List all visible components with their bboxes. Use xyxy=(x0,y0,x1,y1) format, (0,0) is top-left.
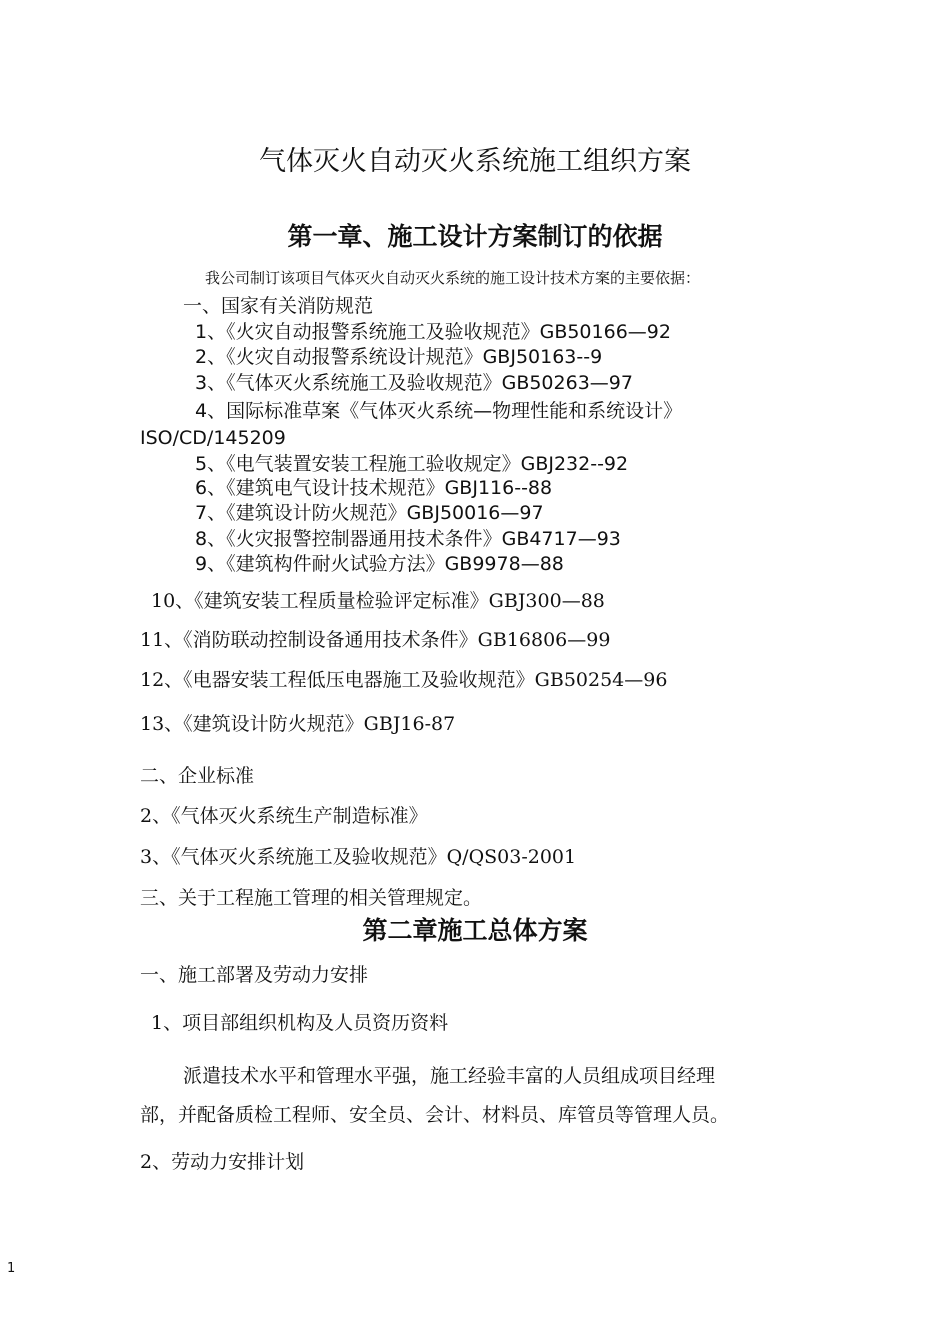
standard-item: 8、《火灾报警控制器通用技术条件》GB4717—93 xyxy=(195,528,621,550)
standard-item: 5、《电气装置安装工程施工验收规定》GBJ232--92 xyxy=(195,453,629,475)
chapter-2-heading: 第二章施工总体方案 xyxy=(362,916,588,945)
subsection-labor-plan: 2、劳动力安排计划 xyxy=(140,1151,305,1173)
enterprise-item: 3、《气体灭火系统施工及验收规范》Q/QS03-2001 xyxy=(140,846,577,868)
section-management-rules: 三、关于工程施工管理的相关管理规定。 xyxy=(140,887,483,909)
paragraph-line: 派遣技术水平和管理水平强，施工经验丰富的人员组成项目经理 xyxy=(183,1065,716,1087)
section-national-standards: 一、国家有关消防规范 xyxy=(183,295,374,317)
standard-item: 2、《火灾自动报警系统设计规范》GBJ50163--9 xyxy=(195,346,603,368)
page-number: 1 xyxy=(7,1261,16,1276)
chapter-1-heading: 第一章、施工设计方案制订的依据 xyxy=(287,222,663,251)
standard-item: 3、《气体灭火系统施工及验收规范》GB50263—97 xyxy=(195,372,633,394)
standard-item: 4、国际标准草案《气体灭火系统—物理性能和系统设计》 xyxy=(195,400,683,422)
standard-item: 12、《电器安装工程低压电器施工及验收规范》GB50254—96 xyxy=(140,669,668,691)
standard-item: 10、《建筑安装工程质量检验评定标准》GBJ300—88 xyxy=(151,590,605,612)
standard-item-continued: ISO/CD/145209 xyxy=(140,427,286,449)
standard-item: 1、《火灾自动报警系统施工及验收规范》GB50166—92 xyxy=(195,321,671,343)
section-deployment: 一、施工部署及劳动力安排 xyxy=(140,964,369,986)
intro-text: 我公司制订该项目气体灭火自动灭火系统的施工设计技术方案的主要依据： xyxy=(205,269,701,287)
standard-item: 9、《建筑构件耐火试验方法》GB9978—88 xyxy=(195,553,564,575)
enterprise-item: 2、《气体灭火系统生产制造标准》 xyxy=(140,805,428,827)
standard-item: 7、《建筑设计防火规范》GBJ50016—97 xyxy=(195,502,544,524)
document-title: 气体灭火自动灭火系统施工组织方案 xyxy=(259,146,691,177)
section-enterprise-standards: 二、企业标准 xyxy=(140,765,255,787)
paragraph-line: 部，并配备质检工程师、安全员、会计、材料员、库管员等管理人员。 xyxy=(140,1104,730,1126)
standard-item: 6、《建筑电气设计技术规范》GBJ116--88 xyxy=(195,477,553,499)
standard-item: 13、《建筑设计防火规范》GBJ16-87 xyxy=(140,713,456,735)
subsection-organization: 1、项目部组织机构及人员资历资料 xyxy=(151,1012,449,1034)
standard-item: 11、《消防联动控制设备通用技术条件》GB16806—99 xyxy=(140,629,611,651)
